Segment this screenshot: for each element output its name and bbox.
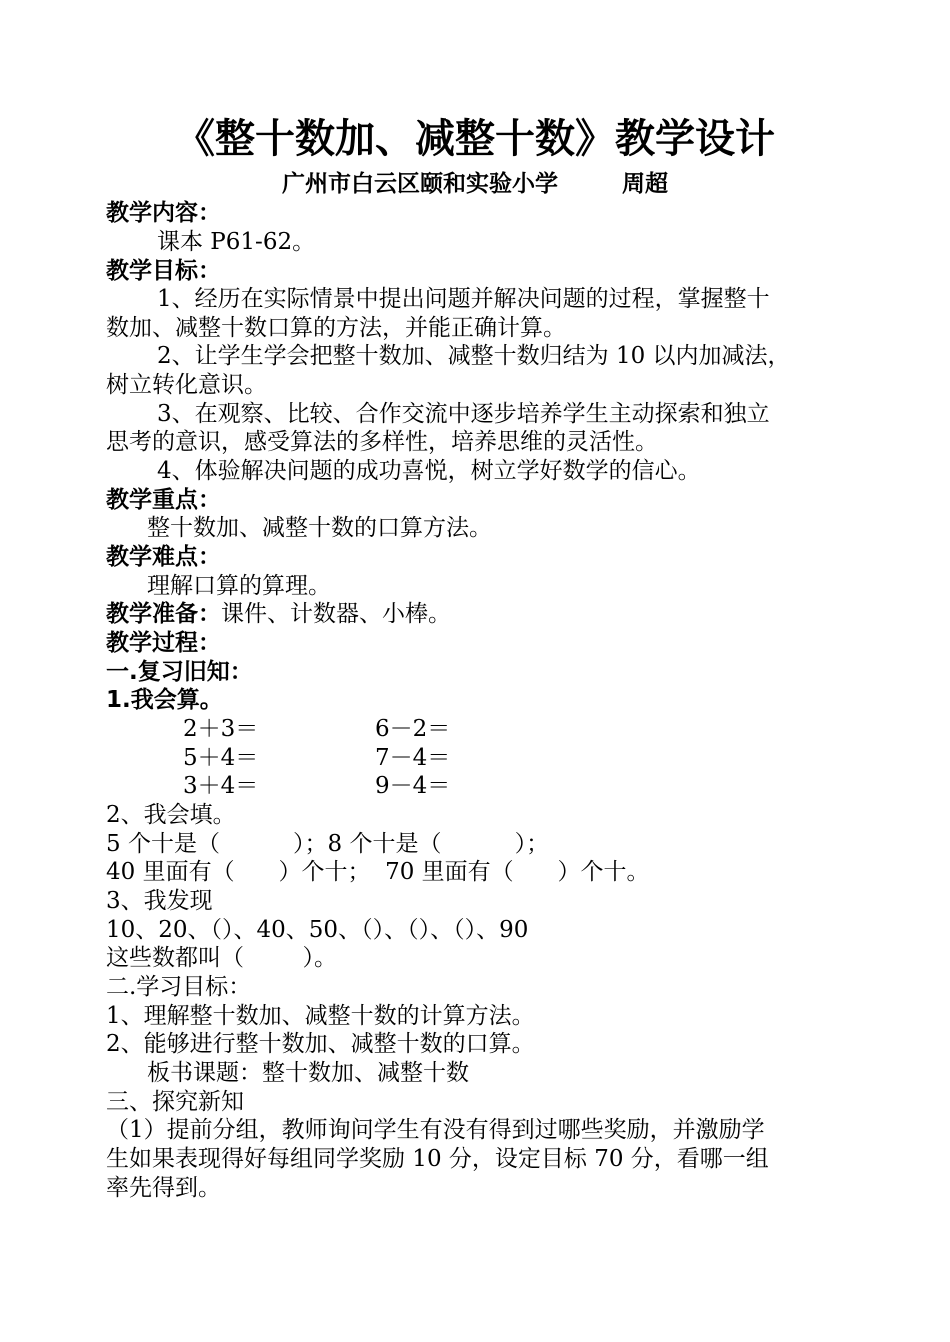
sequence-line: 10、20、（）、40、50、（）、（）、（）、90: [106, 917, 529, 943]
review-sub-discover: 3、我发现: [106, 888, 213, 914]
key-point-text: 整十数加、减整十数的口算方法。: [147, 515, 492, 541]
difficulty-heading: 教学难点：: [106, 544, 221, 570]
objective-line: 2、让学生学会把整十数加、减整十数归结为 10 以内加减法，: [157, 343, 791, 369]
explore-line: 生如果表现得好每组同学奖励 10 分，设定目标 70 分，看哪一组: [106, 1146, 769, 1172]
calc-item: 7－4＝: [375, 745, 451, 771]
fill-line: 5 个十是（ ）；8 个十是（ ）；: [106, 831, 550, 857]
calc-item: 5＋4＝: [183, 745, 259, 771]
objective-line: 1、经历在实际情景中提出问题并解决问题的过程，掌握整十: [157, 286, 770, 312]
objective-line: 3、在观察、比较、合作交流中逐步培养学生主动探索和独立: [157, 401, 770, 427]
explore-line: 率先得到。: [106, 1175, 221, 1201]
author-name: 周超: [622, 171, 669, 197]
key-point-heading: 教学重点：: [106, 487, 221, 513]
preparation-line: [106, 600, 451, 629]
document-title: 《整十数加、减整十数》教学设计: [175, 116, 775, 162]
objective-line: 树立转化意识。: [106, 372, 267, 398]
content-heading: 教学内容：: [106, 200, 221, 226]
calc-item: 2＋3＝: [183, 716, 259, 742]
calc-item: 9－4＝: [375, 773, 451, 799]
author-line: [0, 170, 950, 199]
goals-heading: 二.学习目标：: [106, 974, 252, 1000]
school-name: 广州市白云区颐和实验小学: [281, 171, 558, 197]
board-title: 板书课题：整十数加、减整十数: [147, 1060, 469, 1086]
objective-line: 数加、减整十数口算的方法，并能正确计算。: [106, 315, 566, 341]
process-heading: 教学过程：: [106, 630, 221, 656]
objective-line: 4、体验解决问题的成功喜悦，树立学好数学的信心。: [157, 458, 701, 484]
preparation-text: 课件、计数器、小棒。: [221, 601, 451, 627]
objective-line: 思考的意识，感受算法的多样性，培养思维的灵活性。: [106, 429, 658, 455]
fill-line: 40 里面有（ ）个十； 70 里面有（ ）个十。: [106, 859, 650, 885]
calc-item: 6－2＝: [375, 716, 451, 742]
review-sub-fill: 2、我会填。: [106, 802, 236, 828]
review-sub-calc: 1.我会算。: [106, 687, 223, 713]
goal-item: 1、理解整十数加、减整十数的计算方法。: [106, 1003, 535, 1029]
review-heading: 一.复习旧知：: [106, 659, 253, 685]
preparation-heading: 教学准备：: [106, 601, 221, 627]
objectives-heading: 教学目标：: [106, 258, 221, 284]
goal-item: 2、能够进行整十数加、减整十数的口算。: [106, 1031, 535, 1057]
explore-line: （1）提前分组，教师询问学生有没有得到过哪些奖励，并激励学: [106, 1117, 765, 1143]
content-text: 课本 P61-62。: [157, 229, 316, 255]
naming-line: 这些数都叫（ ）。: [106, 945, 337, 971]
explore-heading: 三、探究新知: [106, 1089, 244, 1115]
difficulty-text: 理解口算的算理。: [147, 573, 331, 599]
calc-item: 3＋4＝: [183, 773, 259, 799]
